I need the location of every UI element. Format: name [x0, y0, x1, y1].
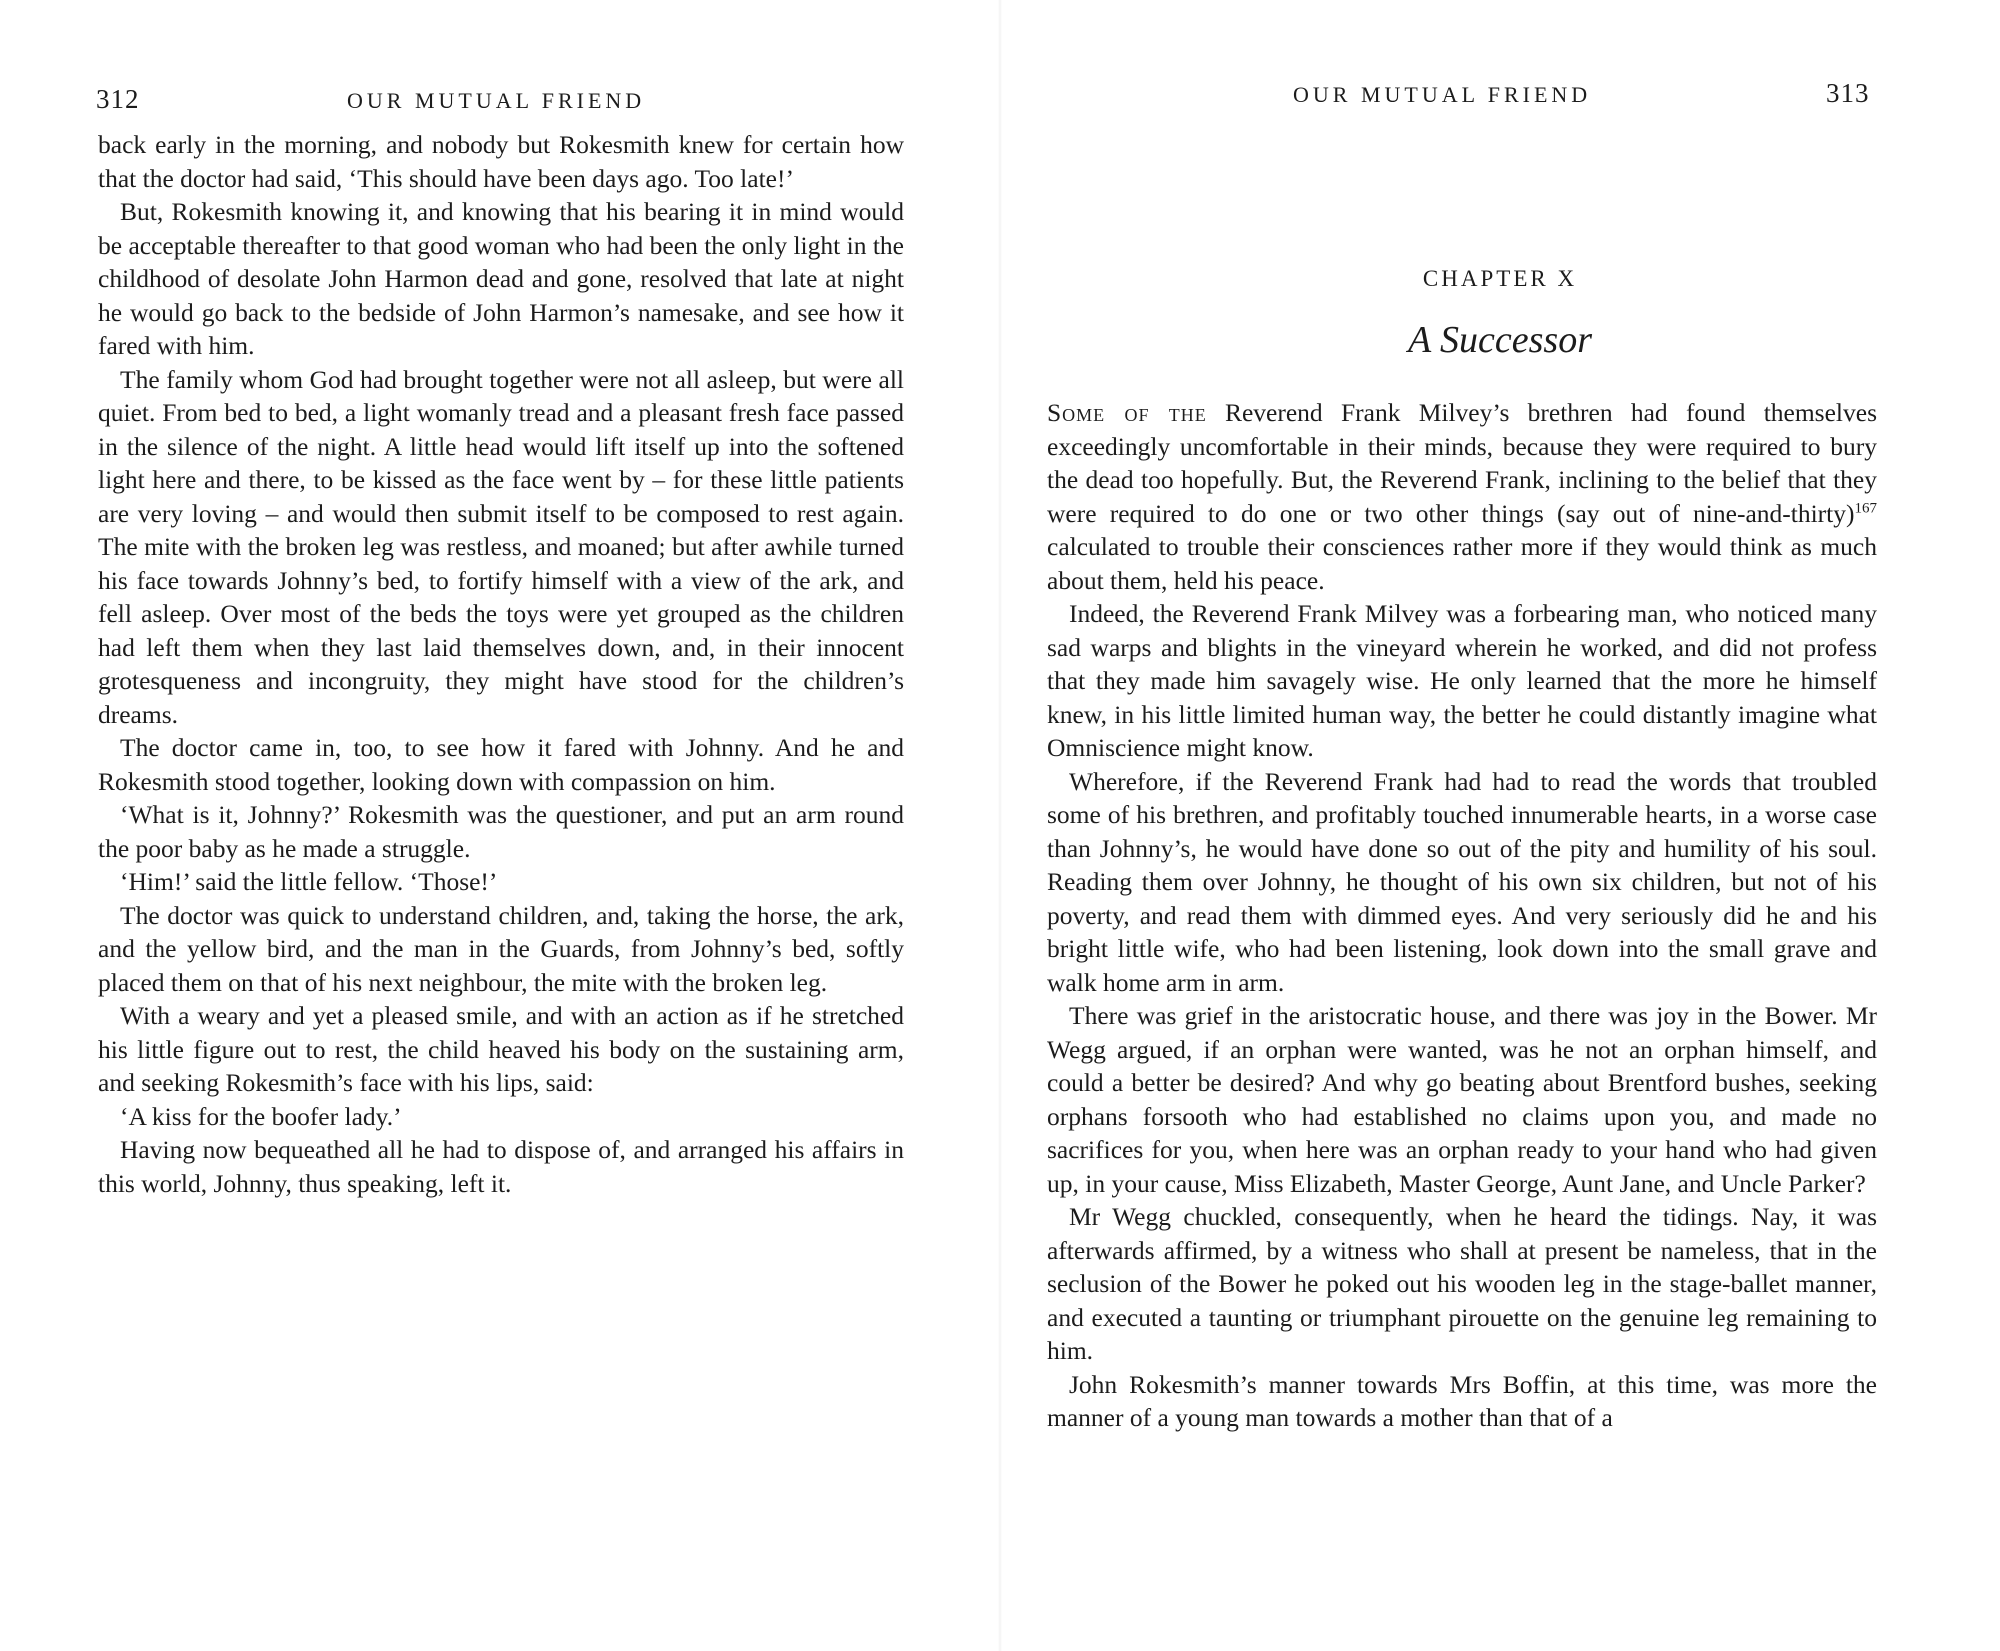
page-number: 312: [96, 84, 140, 114]
page-number: 313: [1826, 78, 1870, 108]
opening-small-caps: Some of the: [1047, 398, 1207, 427]
running-head: OUR MUTUAL FRIEND: [1293, 82, 1592, 107]
paragraph: Having now bequeathed all he had to dispose of, and arranged his affairs in this world, Johnny, thus speaking, left it.: [98, 1135, 904, 1198]
paragraph: The doctor came in, too, to see how it fared with Johnny. And he and Rokesmith stood together, looking down with compassion on him.: [98, 733, 904, 796]
paragraph: There was grief in the aristocratic house, and there was joy in the Bower. Mr Wegg argued, if an orphan were wanted, was he not an orphan himself, and could a better be desired? And why go beating about Brentford bushes, seeking orphans forsooth who had established no claims upon you, and made no sacrifices for you, when here was an orphan ready to your hand who had given up, in your cause, Miss Elizabeth, Master George, Aunt Jane, and Uncle Parker?: [1047, 1001, 1877, 1198]
paragraph: The family whom God had brought together were not all asleep, but were all quiet. From bed to bed, a light womanly tread and a pleasant fresh face passed in the silence of the night. A little head would lift itself up into the softened light here and there, to be kissed as the face went by – for these little patients are very loving – and would then submit itself to be composed to rest again. The mite with the broken leg was restless, and moaned; but after awhile turned his face towards Johnny’s bed, to fortify himself with a view of the ark, and fell asleep. Over most of the beds the toys were yet grouped as the children had left them when they last laid themselves down, and, in their innocent grotesqueness and incongruity, they might have stood for the children’s dreams.: [98, 364, 904, 729]
opening-paragraph: [1047, 396, 1877, 597]
paragraph: Mr Wegg chuckled, consequently, when he heard the tidings. Nay, it was afterwards affirmed, by a witness who shall at present be nameless, that in the seclusion of the Bower he poked out his wooden leg in the stage-ballet manner, and executed a taunting or triumphant pirouette on the genuine leg remaining to him.: [1047, 1202, 1877, 1365]
body-text: [98, 128, 904, 1200]
paragraph: Wherefore, if the Reverend Frank had had to read the words that troubled some of his brethren, and profitably touched innumerable hearts, in a worse case than Johnny’s, he would have done so out of the pity and humility of his soul. Reading them over Johnny, he thought of his own six children, but not of his poverty, and read them with dimmed eyes. And very seriously did he and his bright little wife, who had been listening, look down into the small grave and walk home arm in arm.: [1047, 766, 1877, 997]
footnote-reference: 167: [1854, 500, 1877, 516]
paragraph: ‘Him!’ said the little fellow. ‘Those!’: [120, 867, 498, 896]
paragraph: Indeed, the Reverend Frank Milvey was a forbearing man, who noticed many sad warps and blights in the vineyard wherein he worked, and did not profess that they made him savagely wise. He only learned that the more he himself knew, in his little limited human way, the better he could distantly imagine what Omniscience might know.: [1047, 599, 1877, 762]
paragraph: But, Rokesmith knowing it, and knowing that his bearing it in mind would be acceptable thereafter to that good woman who had been the only light in the childhood of desolate John Harmon dead and gone, resolved that late at night he would go back to the bedside of John Harmon’s namesake, and see how it fared with him.: [98, 197, 904, 360]
chapter-title: A Successor: [1408, 319, 1592, 361]
running-head: OUR MUTUAL FRIEND: [347, 88, 646, 113]
paragraph: ‘What is it, Johnny?’ Rokesmith was the questioner, and put an arm round the poor baby as he made a struggle.: [98, 800, 904, 863]
chapter-number: CHAPTER X: [1422, 266, 1578, 291]
paragraph: The doctor was quick to understand children, and, taking the horse, the ark, and the yellow bird, and the man in the Guards, from Johnny’s bed, softly placed them on that of his next neighbour, the mite with the broken leg.: [98, 900, 904, 997]
body-text: [1047, 396, 1877, 1435]
paragraph: John Rokesmith’s manner towards Mrs Boffin, at this time, was more the manner of a young man towards a mother than that of a: [1047, 1369, 1877, 1432]
paragraph: back early in the morning, and nobody but Rokesmith knew for certain how that the doctor had said, ‘This should have been days ago. Too late!’: [98, 130, 904, 193]
paragraph-text: Reverend Frank Milvey’s brethren had found themselves exceedingly uncomfortable in their minds, because they were required to bury the dead too hopefully. But, the Reverend Frank, inclining to the belief that they were required to do one or two other things (say out of nine-and-thirty): [1047, 398, 1878, 528]
paragraph: With a weary and yet a pleased smile, and with an action as if he stretched his little figure out to rest, the child heaved his body on the sustaining arm, and seeking Rokesmith’s face with his lips, said:: [98, 1001, 904, 1097]
paragraph-text: calculated to trouble their consciences rather more if they would think as much about them, held his peace.: [1047, 532, 1877, 595]
paragraph: ‘A kiss for the boofer lady.’: [120, 1101, 402, 1131]
right-page: [1000, 0, 2000, 1651]
